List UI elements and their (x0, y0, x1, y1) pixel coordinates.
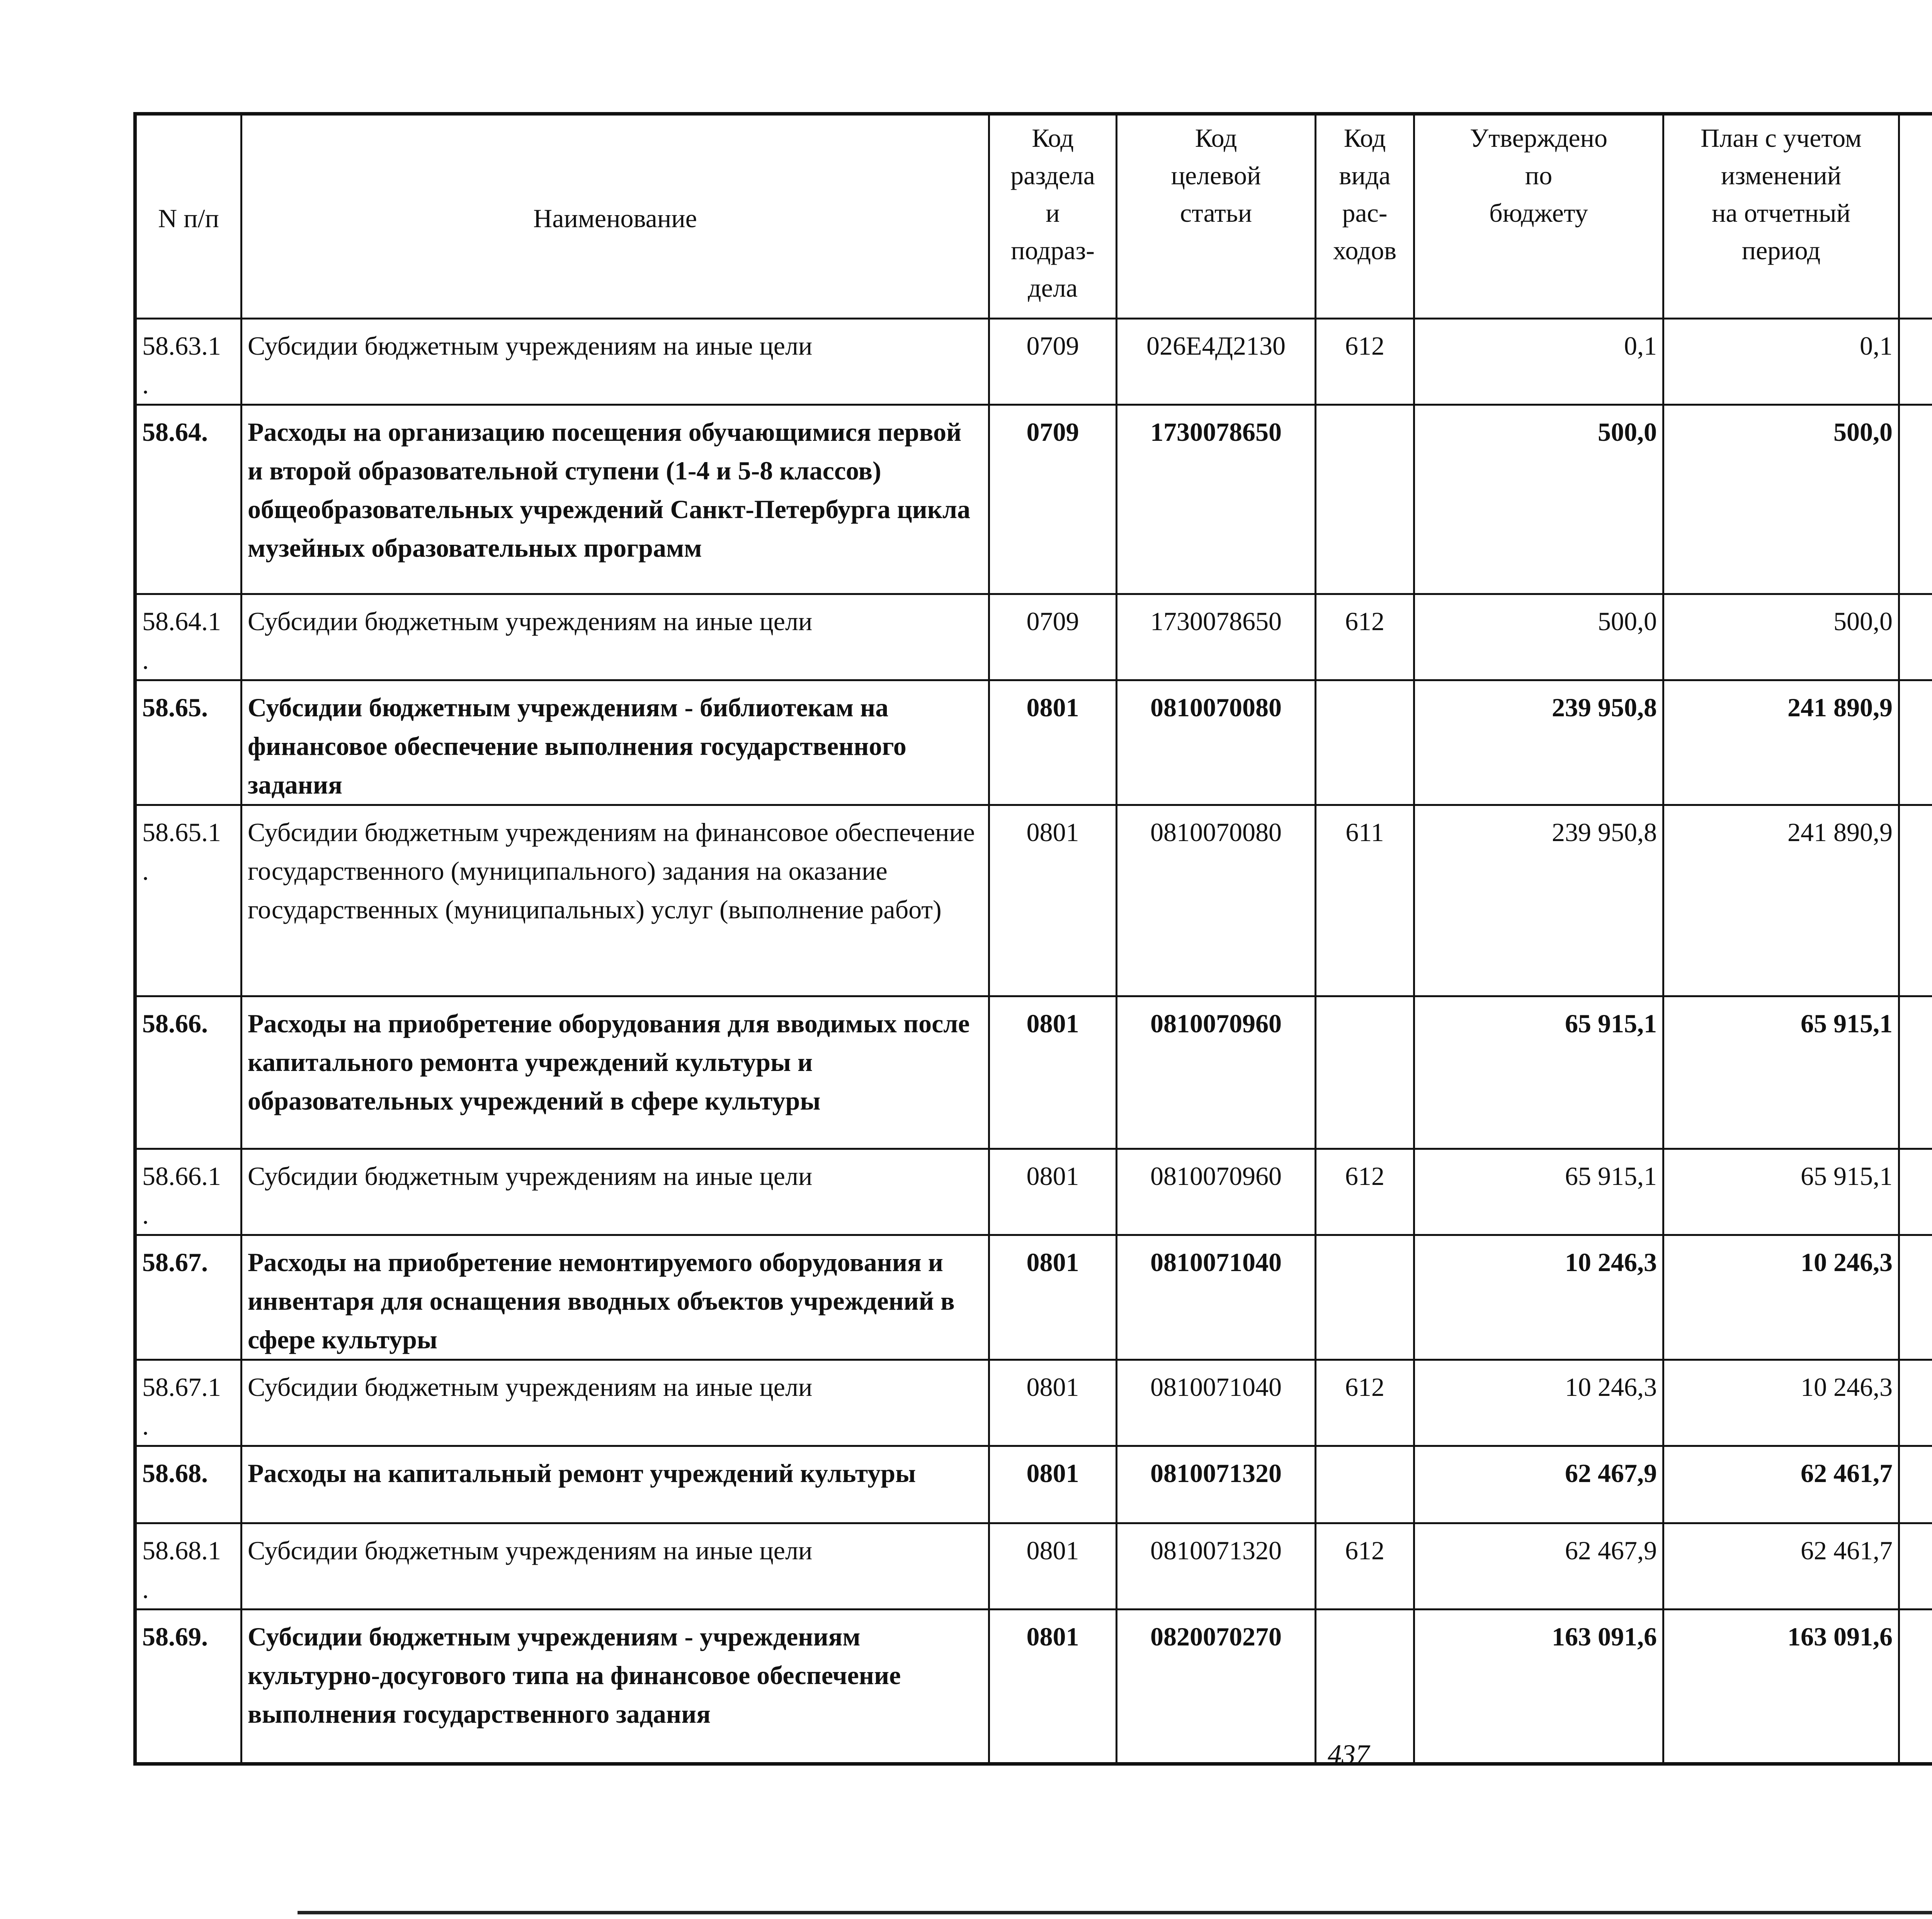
cell-name: Субсидии бюджетным учреждениям на финансовое обеспечение государственного (муниципального) задания на оказание государственных (муниципальных) услуг (выполнение работ) (242, 805, 989, 996)
cell-razdel: 0709 (989, 594, 1117, 680)
cell-vid (1316, 1235, 1414, 1360)
cell-name: Субсидии бюджетным учреждениям на иные цели (242, 319, 989, 405)
cell-vid: 612 (1316, 594, 1414, 680)
cell-num: 58.64. (135, 405, 242, 594)
header-isp-line (1903, 194, 1932, 232)
cell-celevoi: 0810070080 (1117, 805, 1316, 996)
footer-rule (298, 1911, 1932, 1914)
cell-name: Расходы на организацию посещения обучающимися первой и второй образовательной ступени (1-4 и 5-8 классов) общеобразовательных учреждений Санкт-Петербурга цикла музейных образовательных программ (242, 405, 989, 594)
cell-vid: 611 (1316, 805, 1414, 996)
cell-celevoi: 026Е4Д2130 (1117, 319, 1316, 405)
header-plan-line: изменений (1721, 161, 1842, 190)
cell-num: 58.68.1 . (135, 1523, 242, 1610)
page-number: 437 (1328, 1739, 1369, 1770)
cell-razdel: 0801 (989, 680, 1117, 805)
cell-num: 58.65.1 . (135, 805, 242, 996)
header-celevoi-line: Код (1195, 123, 1237, 153)
cell-vid: 612 (1316, 1360, 1414, 1446)
cell-utv: 65 915,1 (1414, 1149, 1663, 1235)
table-row (135, 319, 1932, 405)
header-name: Наименование (242, 114, 989, 319)
cell-utv: 62 467,9 (1414, 1446, 1663, 1523)
header-isp-line (1903, 157, 1932, 194)
cell-plan: 10 246,3 (1663, 1360, 1899, 1446)
cell-celevoi: 0820070270 (1117, 1610, 1316, 1764)
header-razdel-line: подраз- (1011, 236, 1095, 265)
cell-vid (1316, 1446, 1414, 1523)
cell-isp (1899, 680, 1932, 805)
table-row (135, 1149, 1932, 1235)
cell-isp (1899, 1446, 1932, 1523)
cell-isp (1899, 594, 1932, 680)
header-razdel-line: Код (1032, 123, 1074, 153)
cell-utv: 239 950,8 (1414, 805, 1663, 996)
header-utv-line: по (1525, 161, 1553, 190)
cell-celevoi: 1730078650 (1117, 594, 1316, 680)
cell-vid (1316, 405, 1414, 594)
header-razdel-line: раздела (1010, 161, 1095, 190)
cell-isp (1899, 1235, 1932, 1360)
table-row (135, 680, 1932, 805)
cell-utv: 62 467,9 (1414, 1523, 1663, 1610)
cell-celevoi: 0810070080 (1117, 680, 1316, 805)
cell-utv: 0,1 (1414, 319, 1663, 405)
cell-razdel: 0709 (989, 319, 1117, 405)
header-celevoi (1117, 114, 1316, 319)
table-row (135, 594, 1932, 680)
header-vid (1316, 114, 1414, 319)
cell-razdel: 0801 (989, 1610, 1117, 1764)
table-row (135, 996, 1932, 1149)
budget-execution-table (133, 112, 1932, 1766)
table-row (135, 1446, 1932, 1523)
cell-num: 58.67.1 . (135, 1360, 242, 1446)
header-celevoi-line: целевой (1171, 161, 1261, 190)
table-header-row (135, 114, 1932, 164)
header-utv (1414, 114, 1663, 319)
cell-razdel: 0709 (989, 405, 1117, 594)
cell-isp (1899, 805, 1932, 996)
table-row (135, 1235, 1932, 1360)
cell-celevoi: 0810071040 (1117, 1235, 1316, 1360)
table-row (135, 805, 1932, 996)
cell-vid (1316, 996, 1414, 1149)
cell-isp (1899, 319, 1932, 405)
cell-celevoi: 0810070960 (1117, 996, 1316, 1149)
cell-num: 58.65. (135, 680, 242, 805)
cell-utv: 65 915,1 (1414, 996, 1663, 1149)
cell-utv: 239 950,8 (1414, 680, 1663, 805)
header-plan-line: План с учетом (1701, 123, 1862, 153)
cell-utv: 163 091,6 (1414, 1610, 1663, 1764)
cell-razdel: 0801 (989, 1360, 1117, 1446)
header-razdel-line: и (1046, 198, 1060, 228)
cell-name: Субсидии бюджетным учреждениям - библиотекам на финансовое обеспечение выполнения государственного задания (242, 680, 989, 805)
header-plan-line: на отчетный (1712, 198, 1850, 228)
cell-plan: 65 915,1 (1663, 996, 1899, 1149)
cell-plan: 500,0 (1663, 405, 1899, 594)
header-razdel-line: дела (1028, 273, 1078, 303)
cell-celevoi: 0810070960 (1117, 1149, 1316, 1235)
cell-celevoi: 1730078650 (1117, 405, 1316, 594)
header-utv-line: бюджету (1489, 198, 1588, 228)
cell-razdel: 0801 (989, 1235, 1117, 1360)
cell-vid: 612 (1316, 1149, 1414, 1235)
table-row (135, 1610, 1932, 1764)
cell-name: Субсидии бюджетным учреждениям на иные цели (242, 1523, 989, 1610)
cell-num: 58.66. (135, 996, 242, 1149)
cell-name: Субсидии бюджетным учреждениям на иные цели (242, 1149, 989, 1235)
cell-name: Субсидии бюджетным учреждениям - учреждениям культурно-досугового типа на финансовое обеспечение выполнения государственного задания (242, 1610, 989, 1764)
table-body (135, 319, 1932, 1764)
cell-name: Субсидии бюджетным учреждениям на иные цели (242, 1360, 989, 1446)
cell-isp (1899, 405, 1932, 594)
cell-plan: 241 890,9 (1663, 805, 1899, 996)
cell-num: 58.68. (135, 1446, 242, 1523)
cell-razdel: 0801 (989, 1149, 1117, 1235)
header-plan-line: период (1742, 236, 1821, 265)
cell-vid (1316, 680, 1414, 805)
header-vid-line: вида (1339, 161, 1391, 190)
cell-razdel: 0801 (989, 1446, 1117, 1523)
header-plan (1663, 114, 1899, 319)
cell-num: 58.63.1 . (135, 319, 242, 405)
table-row (135, 1360, 1932, 1446)
cell-name: Расходы на приобретение оборудования для вводимых после капитального ремонта учреждений культуры и образовательных учреждений в сфере культуры (242, 996, 989, 1149)
cell-num: 58.64.1 . (135, 594, 242, 680)
cell-celevoi: 0810071320 (1117, 1523, 1316, 1610)
cell-num: 58.69. (135, 1610, 242, 1764)
cell-razdel: 0801 (989, 1523, 1117, 1610)
cell-plan: 65 915,1 (1663, 1149, 1899, 1235)
table-row (135, 1523, 1932, 1610)
cell-isp (1899, 996, 1932, 1149)
cell-utv: 500,0 (1414, 405, 1663, 594)
cell-num: 58.66.1 . (135, 1149, 242, 1235)
header-vid-line: ходов (1333, 236, 1397, 265)
cell-num: 58.67. (135, 1235, 242, 1360)
cell-utv: 10 246,3 (1414, 1235, 1663, 1360)
cell-plan: 62 461,7 (1663, 1446, 1899, 1523)
cell-plan: 241 890,9 (1663, 680, 1899, 805)
cell-plan: 62 461,7 (1663, 1523, 1899, 1610)
header-razdel (989, 114, 1117, 319)
cell-isp (1899, 1523, 1932, 1610)
header-isp-line (1903, 119, 1932, 157)
header-utv-line: Утверждено (1470, 123, 1607, 153)
cell-plan: 163 091,6 (1663, 1610, 1899, 1764)
header-isp (1899, 114, 1932, 319)
header-celevoi-line: статьи (1180, 198, 1252, 228)
cell-plan: 10 246,3 (1663, 1235, 1899, 1360)
header-vid-line: рас- (1342, 198, 1388, 228)
cell-isp (1899, 1360, 1932, 1446)
cell-utv: 10 246,3 (1414, 1360, 1663, 1446)
cell-celevoi: 0810071040 (1117, 1360, 1316, 1446)
cell-vid: 612 (1316, 319, 1414, 405)
cell-plan: 0,1 (1663, 319, 1899, 405)
header-num: N п/п (135, 114, 242, 319)
cell-plan: 500,0 (1663, 594, 1899, 680)
cell-isp (1899, 1610, 1932, 1764)
cell-vid: 612 (1316, 1523, 1414, 1610)
cell-name: Расходы на капитальный ремонт учреждений культуры (242, 1446, 989, 1523)
cell-utv: 500,0 (1414, 594, 1663, 680)
header-vid-line: Код (1344, 123, 1386, 153)
table-row (135, 405, 1932, 594)
cell-celevoi: 0810071320 (1117, 1446, 1316, 1523)
cell-isp (1899, 1149, 1932, 1235)
cell-name: Расходы на приобретение немонтируемого оборудования и инвентаря для оснащения вводных объектов учреждений в сфере культуры (242, 1235, 989, 1360)
cell-name: Субсидии бюджетным учреждениям на иные цели (242, 594, 989, 680)
cell-razdel: 0801 (989, 805, 1117, 996)
cell-razdel: 0801 (989, 996, 1117, 1149)
